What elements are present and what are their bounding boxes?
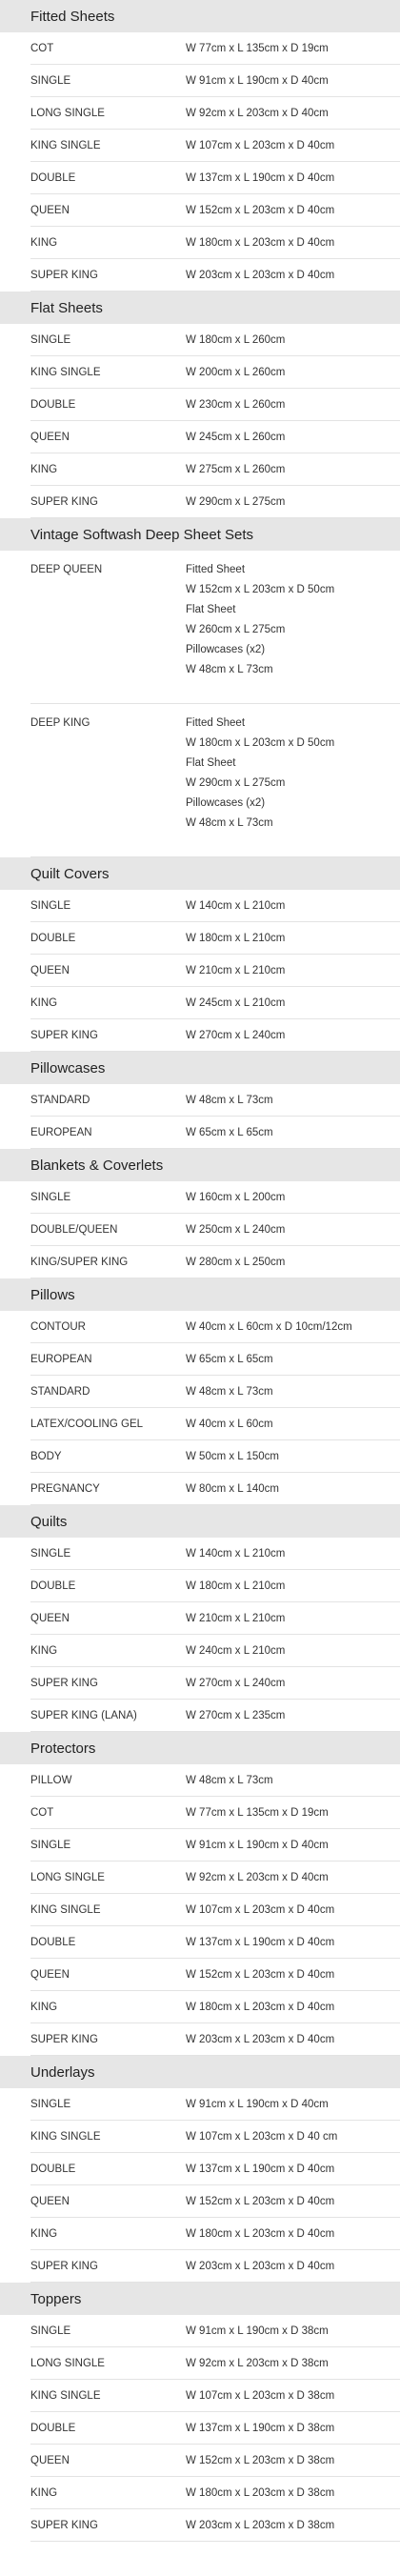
size-label: KING SINGLE (30, 2130, 101, 2143)
size-label: DOUBLE (30, 932, 76, 944)
size-value-line: W 152cm x L 203cm x D 50cm (186, 584, 335, 595)
size-label: STANDARD (30, 1094, 90, 1106)
size-row (30, 1376, 400, 1408)
size-label: DOUBLE/QUEEN (30, 1223, 118, 1236)
size-value-block (186, 714, 334, 834)
size-value-line: Flat Sheet (186, 604, 236, 615)
size-label: DEEP KING (30, 717, 90, 729)
size-row (30, 2380, 400, 2412)
size-value: W 137cm x L 190cm x D 40cm (186, 2163, 335, 2175)
section-fitted-sheets (21, 0, 396, 292)
size-label: DOUBLE (30, 1936, 76, 1948)
size-row (30, 2509, 400, 2542)
size-row (30, 704, 400, 857)
section-flat-sheets (21, 292, 396, 518)
size-row (30, 890, 400, 922)
size-value: W 140cm x L 210cm (186, 899, 286, 912)
size-row (30, 486, 400, 518)
section-title: Flat Sheets (0, 292, 400, 324)
size-value: W 107cm x L 203cm x D 38cm (186, 2389, 335, 2402)
size-label: SINGLE (30, 333, 71, 346)
size-row (30, 2185, 400, 2218)
size-label: CONTOUR (30, 1320, 86, 1333)
size-label: DOUBLE (30, 1580, 76, 1592)
size-row (30, 1700, 400, 1732)
size-row (30, 2218, 400, 2250)
size-value: W 210cm x L 210cm (186, 1612, 286, 1624)
size-value: W 270cm x L 240cm (186, 1677, 286, 1689)
size-label: QUEEN (30, 964, 70, 976)
size-label: SINGLE (30, 1547, 71, 1560)
size-row (30, 1181, 400, 1214)
size-row (30, 1084, 400, 1117)
size-value: W 48cm x L 73cm (186, 1094, 273, 1106)
size-value: W 92cm x L 203cm x D 40cm (186, 1871, 329, 1883)
size-value: W 152cm x L 203cm x D 38cm (186, 2454, 335, 2466)
size-label: SUPER KING (30, 2519, 98, 2531)
size-label: SUPER KING (30, 1677, 98, 1689)
section-title: Fitted Sheets (0, 0, 400, 32)
size-label: SINGLE (30, 74, 71, 87)
size-value: W 250cm x L 240cm (186, 1223, 286, 1236)
section-title: Underlays (0, 2056, 400, 2088)
section-protectors (21, 1732, 396, 2056)
size-row (30, 955, 400, 987)
size-label: DOUBLE (30, 398, 76, 411)
size-row (30, 1473, 400, 1505)
size-label: SUPER KING (30, 269, 98, 281)
size-label: QUEEN (30, 1968, 70, 1981)
section-quilts (21, 1505, 396, 1732)
size-label: STANDARD (30, 1385, 90, 1398)
size-row (30, 324, 400, 356)
size-value: W 107cm x L 203cm x D 40cm (186, 139, 335, 151)
section-blankets-coverlets (21, 1149, 396, 1278)
size-value: W 50cm x L 150cm (186, 1450, 279, 1462)
size-value: W 270cm x L 240cm (186, 1029, 286, 1041)
size-value: W 290cm x L 275cm (186, 495, 286, 508)
size-value: W 137cm x L 190cm x D 40cm (186, 171, 335, 184)
size-row (30, 1019, 400, 1052)
size-label: SUPER KING (30, 2260, 98, 2272)
size-value: W 280cm x L 250cm (186, 1256, 286, 1268)
size-label: QUEEN (30, 1612, 70, 1624)
section-title: Blankets & Coverlets (0, 1149, 400, 1181)
section-title: Toppers (0, 2283, 400, 2315)
size-label: KING (30, 463, 58, 475)
size-row (30, 1797, 400, 1829)
size-row (30, 2347, 400, 2380)
size-label: KING (30, 2486, 58, 2499)
size-row (30, 259, 400, 292)
size-value: W 77cm x L 135cm x D 19cm (186, 1806, 329, 1819)
section-pillowcases (21, 1052, 396, 1149)
size-row (30, 1440, 400, 1473)
size-label: KING SINGLE (30, 139, 101, 151)
size-value: W 152cm x L 203cm x D 40cm (186, 1968, 335, 1981)
size-value: W 48cm x L 73cm (186, 1385, 273, 1398)
size-row (30, 2477, 400, 2509)
size-label: SINGLE (30, 2098, 71, 2110)
size-value: W 245cm x L 260cm (186, 431, 286, 443)
size-label: SINGLE (30, 1839, 71, 1851)
size-row (30, 551, 400, 704)
section-title: Quilts (0, 1505, 400, 1538)
size-row (30, 1246, 400, 1278)
size-row (30, 194, 400, 227)
size-row (30, 1862, 400, 1894)
size-row (30, 356, 400, 389)
size-label: KING (30, 236, 58, 249)
size-row (30, 1343, 400, 1376)
size-value: W 77cm x L 135cm x D 19cm (186, 42, 329, 54)
size-value: W 40cm x L 60cm (186, 1418, 273, 1430)
size-row (30, 2445, 400, 2477)
size-label: LONG SINGLE (30, 2357, 105, 2369)
size-label: KING/SUPER KING (30, 1256, 129, 1268)
size-value: W 91cm x L 190cm x D 40cm (186, 2098, 329, 2110)
size-value: W 180cm x L 203cm x D 40cm (186, 2001, 335, 2013)
size-row (30, 389, 400, 421)
size-row (30, 2412, 400, 2445)
section-quilt-covers (21, 857, 396, 1052)
size-value: W 180cm x L 203cm x D 40cm (186, 236, 335, 249)
size-row (30, 1570, 400, 1602)
section-underlays (21, 2056, 396, 2283)
section-title: Pillowcases (0, 1052, 400, 1084)
size-label: SINGLE (30, 899, 71, 912)
size-row (30, 1926, 400, 1959)
size-value: W 91cm x L 190cm x D 40cm (186, 74, 329, 87)
size-value: W 92cm x L 203cm x D 40cm (186, 107, 329, 119)
size-value: W 275cm x L 260cm (186, 463, 286, 475)
size-value: W 200cm x L 260cm (186, 366, 286, 378)
size-value: W 107cm x L 203cm x D 40cm (186, 1903, 335, 1916)
size-value-line: Pillowcases (x2) (186, 797, 266, 809)
size-row (30, 1311, 400, 1343)
size-label: SINGLE (30, 1191, 71, 1203)
size-row (30, 2088, 400, 2121)
size-row (30, 227, 400, 259)
size-label: QUEEN (30, 204, 70, 216)
size-label: COT (30, 42, 54, 54)
size-value: W 180cm x L 210cm (186, 932, 286, 944)
section-title: Pillows (0, 1278, 400, 1311)
size-value: W 91cm x L 190cm x D 40cm (186, 1839, 329, 1851)
size-label: SUPER KING (LANA) (30, 1709, 137, 1721)
size-label: PREGNANCY (30, 1482, 100, 1495)
size-row (30, 2153, 400, 2185)
size-value: W 180cm x L 203cm x D 38cm (186, 2486, 335, 2499)
size-row (30, 1602, 400, 1635)
size-label: QUEEN (30, 2454, 70, 2466)
size-row (30, 453, 400, 486)
size-value: W 92cm x L 203cm x D 38cm (186, 2357, 329, 2369)
size-value: W 240cm x L 210cm (186, 1644, 286, 1657)
size-value-line: W 48cm x L 73cm (186, 817, 273, 829)
size-value: W 203cm x L 203cm x D 38cm (186, 2519, 335, 2531)
size-label: BODY (30, 1450, 62, 1462)
size-value: W 91cm x L 190cm x D 38cm (186, 2324, 329, 2337)
size-row (30, 162, 400, 194)
size-value: W 48cm x L 73cm (186, 1774, 273, 1786)
size-label: LATEX/COOLING GEL (30, 1418, 144, 1430)
size-value-line: Flat Sheet (186, 757, 236, 769)
size-value: W 210cm x L 210cm (186, 964, 286, 976)
size-value: W 245cm x L 210cm (186, 996, 286, 1009)
size-row (30, 1667, 400, 1700)
size-label: QUEEN (30, 431, 70, 443)
size-label: EUROPEAN (30, 1126, 92, 1138)
size-label: COT (30, 1806, 54, 1819)
size-value-line: W 180cm x L 203cm x D 50cm (186, 737, 335, 749)
size-value: W 152cm x L 203cm x D 40cm (186, 204, 335, 216)
size-label: PILLOW (30, 1774, 72, 1786)
section-title: Vintage Softwash Deep Sheet Sets (0, 518, 400, 551)
size-row (30, 65, 400, 97)
size-row (30, 1829, 400, 1862)
size-value: W 107cm x L 203cm x D 40 cm (186, 2130, 338, 2143)
size-row (30, 2121, 400, 2153)
size-value: W 180cm x L 260cm (186, 333, 286, 346)
size-value: W 152cm x L 203cm x D 40cm (186, 2195, 335, 2207)
size-value: W 65cm x L 65cm (186, 1126, 273, 1138)
size-label: SUPER KING (30, 1029, 98, 1041)
size-row (30, 987, 400, 1019)
size-row (30, 922, 400, 955)
size-label: LONG SINGLE (30, 107, 105, 119)
size-row (30, 1959, 400, 1991)
size-label: KING (30, 2001, 58, 2013)
section-pillows (21, 1278, 396, 1505)
size-row (30, 1894, 400, 1926)
size-value: W 140cm x L 210cm (186, 1547, 286, 1560)
size-row (30, 1117, 400, 1149)
size-row (30, 1635, 400, 1667)
size-row (30, 130, 400, 162)
size-value: W 80cm x L 140cm (186, 1482, 279, 1495)
size-label: SUPER KING (30, 2033, 98, 2045)
size-value: W 180cm x L 210cm (186, 1580, 286, 1592)
size-value: W 270cm x L 235cm (186, 1709, 286, 1721)
size-value: W 230cm x L 260cm (186, 398, 286, 411)
size-label: DEEP QUEEN (30, 564, 103, 575)
size-value: W 203cm x L 203cm x D 40cm (186, 269, 335, 281)
size-row (30, 1408, 400, 1440)
size-label: KING SINGLE (30, 366, 101, 378)
size-label: DOUBLE (30, 2163, 76, 2175)
size-row (30, 1764, 400, 1797)
size-value-line: W 290cm x L 275cm (186, 777, 286, 789)
size-row (30, 1991, 400, 2023)
size-row (30, 97, 400, 130)
size-value: W 160cm x L 200cm (186, 1191, 286, 1203)
size-value-line: Pillowcases (x2) (186, 644, 266, 655)
size-row (30, 1538, 400, 1570)
size-label: DOUBLE (30, 171, 76, 184)
size-value-line: Fitted Sheet (186, 564, 246, 575)
section-title: Quilt Covers (0, 857, 400, 890)
size-value-line: Fitted Sheet (186, 717, 246, 729)
size-value: W 65cm x L 65cm (186, 1353, 273, 1365)
size-row (30, 2023, 400, 2056)
size-row (30, 32, 400, 65)
size-label: SINGLE (30, 2324, 71, 2337)
size-label: DOUBLE (30, 2422, 76, 2434)
size-row (30, 1214, 400, 1246)
size-row (30, 2315, 400, 2347)
size-label: KING (30, 2227, 58, 2240)
size-label: SUPER KING (30, 495, 98, 508)
size-row (30, 421, 400, 453)
size-value-block (186, 560, 334, 680)
size-value: W 137cm x L 190cm x D 40cm (186, 1936, 335, 1948)
size-value: W 40cm x L 60cm x D 10cm/12cm (186, 1320, 352, 1333)
size-label: KING SINGLE (30, 2389, 101, 2402)
size-label: LONG SINGLE (30, 1871, 105, 1883)
size-value: W 203cm x L 203cm x D 40cm (186, 2033, 335, 2045)
size-label: KING SINGLE (30, 1903, 101, 1916)
section-title: Protectors (0, 1732, 400, 1764)
size-value-line: W 48cm x L 73cm (186, 664, 273, 675)
size-value: W 137cm x L 190cm x D 38cm (186, 2422, 335, 2434)
size-value: W 203cm x L 203cm x D 40cm (186, 2260, 335, 2272)
size-label: KING (30, 1644, 58, 1657)
size-value: W 180cm x L 203cm x D 40cm (186, 2227, 335, 2240)
size-value-line: W 260cm x L 275cm (186, 624, 286, 635)
size-row (30, 2250, 400, 2283)
size-label: EUROPEAN (30, 1353, 92, 1365)
section-toppers (21, 2283, 396, 2542)
size-label: KING (30, 996, 58, 1009)
size-label: QUEEN (30, 2195, 70, 2207)
section-vintage-softwash-deep-sheet-sets (21, 518, 396, 857)
